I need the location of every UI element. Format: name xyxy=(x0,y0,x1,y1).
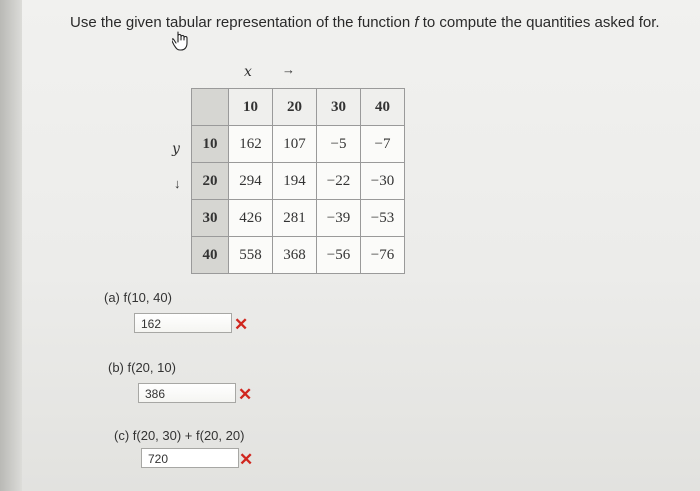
y-axis-label: y xyxy=(172,141,180,157)
question-c-label: (c) f(20, 30) + f(20, 20) xyxy=(114,428,245,443)
incorrect-x-icon: ✕ xyxy=(239,450,254,469)
hand-cursor-icon xyxy=(172,30,190,52)
table-cell: 426 xyxy=(229,200,273,237)
answer-b-input[interactable]: 386 xyxy=(138,383,236,403)
answer-a-input[interactable]: 162 xyxy=(134,313,232,333)
row-header: 40 xyxy=(192,237,229,274)
table-row xyxy=(192,237,405,274)
table-cell: −76 xyxy=(361,237,405,274)
table-cell: −56 xyxy=(317,237,361,274)
question-a-label: (a) f(10, 40) xyxy=(104,290,172,305)
table-header-row xyxy=(192,89,405,126)
x-axis-arrow-icon: → xyxy=(282,62,295,77)
table-row xyxy=(192,200,405,237)
row-header: 10 xyxy=(192,126,229,163)
left-edge xyxy=(0,0,22,491)
table-row xyxy=(192,163,405,200)
table-cell: 107 xyxy=(273,126,317,163)
column-header: 20 xyxy=(273,89,317,126)
table-cell: 558 xyxy=(229,237,273,274)
question-b-label: (b) f(20, 10) xyxy=(108,360,176,375)
prompt-text-start: Use the given tabular representation of the function xyxy=(70,14,415,31)
table-cell: −39 xyxy=(317,200,361,237)
row-header: 20 xyxy=(192,163,229,200)
row-header: 30 xyxy=(192,200,229,237)
table-cell: 194 xyxy=(273,163,317,200)
column-header: 30 xyxy=(317,89,361,126)
function-table xyxy=(191,88,405,274)
answer-c-input[interactable]: 720 xyxy=(141,448,239,468)
x-axis-label: x xyxy=(244,64,252,80)
table-cell: 281 xyxy=(273,200,317,237)
table-cell: −22 xyxy=(317,163,361,200)
y-axis-arrow-icon: ↓ xyxy=(174,176,181,191)
incorrect-x-icon: ✕ xyxy=(238,385,253,404)
column-header: 10 xyxy=(229,89,273,126)
table-cell: −7 xyxy=(361,126,405,163)
incorrect-x-icon: ✕ xyxy=(234,315,249,334)
table-cell: −30 xyxy=(361,163,405,200)
table-cell: 294 xyxy=(229,163,273,200)
table-row xyxy=(192,126,405,163)
prompt-text-end: to compute the quantities asked for. xyxy=(418,14,660,31)
column-header: 40 xyxy=(361,89,405,126)
table-cell: 162 xyxy=(229,126,273,163)
table-cell: 368 xyxy=(273,237,317,274)
table-cell: −53 xyxy=(361,200,405,237)
table-cell: −5 xyxy=(317,126,361,163)
prompt-function-name: f xyxy=(414,14,419,31)
table-corner-cell xyxy=(192,89,229,126)
problem-prompt xyxy=(70,14,660,31)
